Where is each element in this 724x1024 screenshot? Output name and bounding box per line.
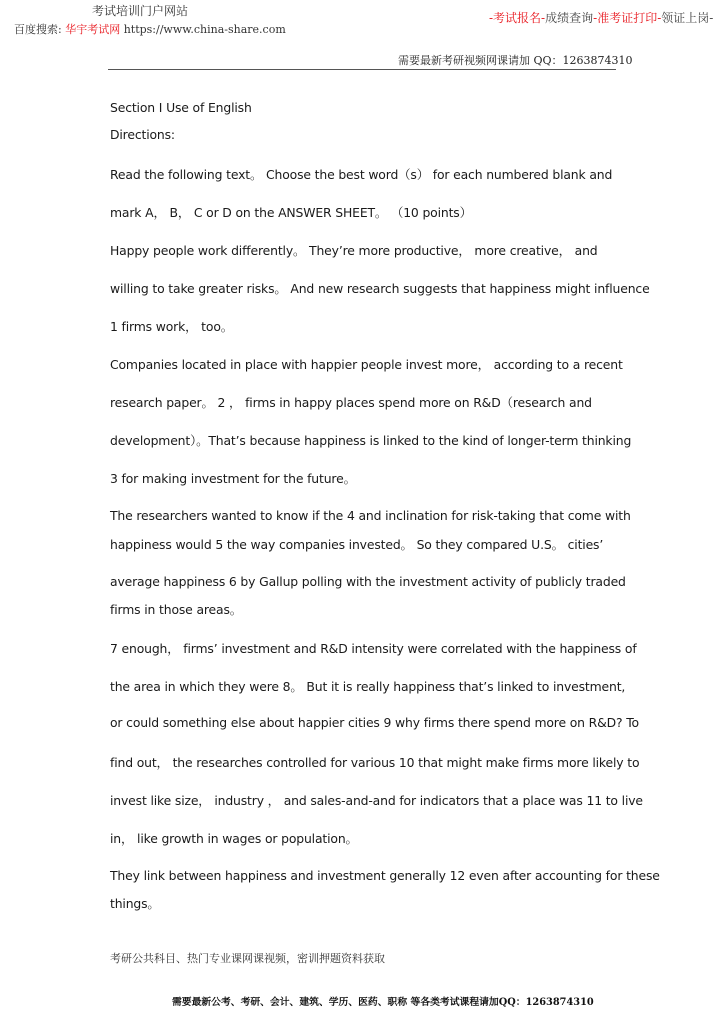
header-divider: [108, 69, 616, 70]
text-line: things。: [110, 896, 160, 911]
text-line: research paper。 2 ， firms in happy places spend more on R&D（research and: [110, 395, 592, 410]
footer-qq-notice: 需要最新公考、考研、会计、建筑、学历、医药、职称 等各类考试课程请加QQ：1263874310: [172, 997, 594, 1008]
text-line: invest like size， industry ， and sales-and-and for indicators that a place was 11 to live: [110, 793, 643, 808]
text-line: Companies located in place with happier people invest more， according to a recent: [110, 357, 623, 372]
exam-registration-link[interactable]: -考试报名-: [489, 11, 546, 25]
text-line: happiness would 5 the way companies invested。 So they compared U.S。 cities’: [110, 537, 604, 552]
section-title: Section I Use of English: [110, 100, 252, 115]
baidu-search-line: [14, 21, 286, 37]
text-line: 1 firms work， too。: [110, 319, 233, 334]
text-line: Read the following text。 Choose the best word（s） for each numbered blank and: [110, 167, 613, 182]
text-line: in， like growth in wages or population。: [110, 831, 358, 846]
text-line: They link between happiness and investment generally 12 even after accounting for these: [110, 868, 660, 883]
text-line: 3 for making investment for the future。: [110, 471, 356, 486]
certificate-link[interactable]: 领证上岗-: [661, 11, 714, 25]
baidu-prefix: 百度搜索:: [14, 23, 66, 36]
site-url-link[interactable]: https://www.china-share.com: [120, 23, 286, 36]
text-line: average happiness 6 by Gallup polling with the investment activity of publicly traded: [110, 574, 626, 589]
text-line: or could something else about happier cities 9 why firms there spend more on R&D? To: [110, 715, 639, 730]
text-line: 7 enough， firms’ investment and R&D intensity were correlated with the happiness of: [110, 641, 637, 656]
text-line: development）。That’s because happiness is linked to the kind of longer-term thinking: [110, 433, 632, 448]
header-qq-notice: 需要最新考研视频网课请加 QQ：1263874310: [398, 54, 633, 67]
score-query-link[interactable]: 成绩查询: [545, 11, 594, 25]
footer-note: 考研公共科目、热门专业课网课视频，密训押题资料获取: [110, 952, 385, 965]
site-name: 考试培训门户网站: [92, 4, 189, 18]
text-line: Happy people work differently。 They’re more productive， more creative， and: [110, 243, 598, 258]
text-line: The researchers wanted to know if the 4 and inclination for risk-taking that come with: [110, 508, 631, 523]
admission-ticket-link[interactable]: -准考证打印-: [593, 11, 662, 25]
text-line: mark A， B， C or D on the ANSWER SHEET。 （10 points）: [110, 205, 472, 220]
directions-label: Directions:: [110, 127, 175, 142]
top-links: [489, 9, 713, 26]
text-line: find out， the researches controlled for various 10 that might make firms more likely to: [110, 755, 640, 770]
text-line: willing to take greater risks。 And new research suggests that happiness might influence: [110, 281, 650, 296]
baidu-keyword-link[interactable]: 华宇考试网: [65, 23, 121, 36]
text-line: firms in those areas。: [110, 602, 243, 617]
text-line: the area in which they were 8。 But it is really happiness that’s linked to investment,: [110, 679, 626, 694]
